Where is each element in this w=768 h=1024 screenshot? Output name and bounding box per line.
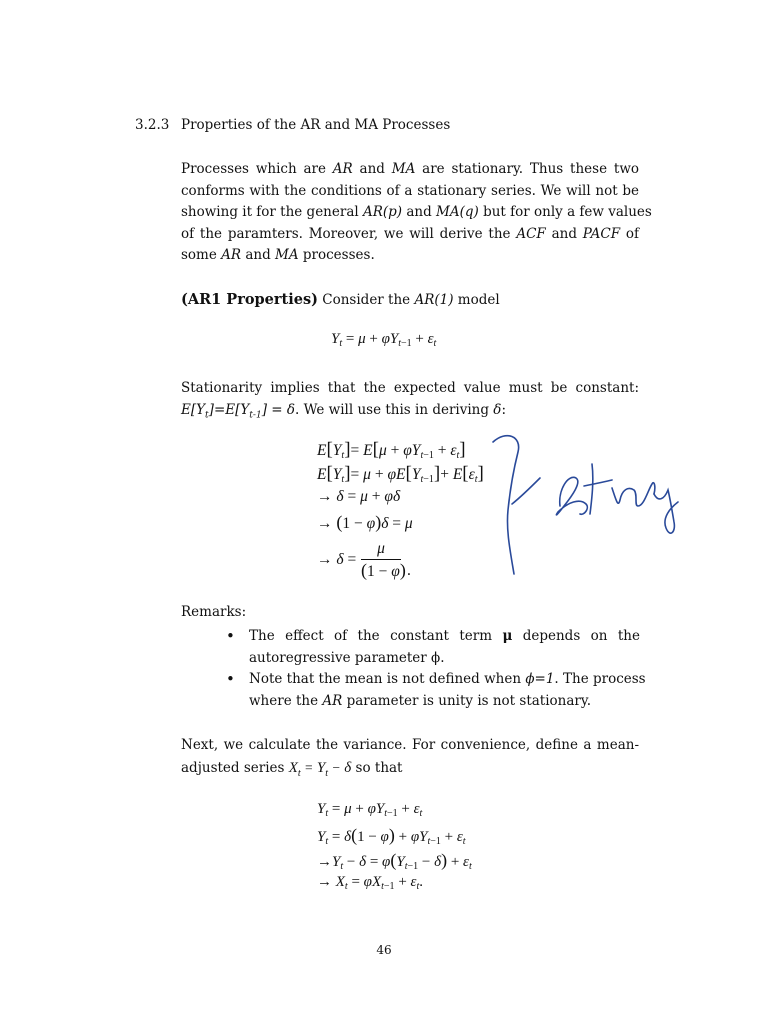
remarks-label: Remarks: [181, 604, 247, 620]
remark-1-line-2: autoregressive parameter ϕ. [249, 649, 445, 666]
ar1-paragraph: (AR1 Properties) Consider the AR(1) model [181, 291, 500, 308]
section-heading [135, 117, 450, 133]
intro-line-3: showing it for the general AR(p) and MA(q) but for only a few values [181, 204, 652, 221]
derivation-line-1: $E[Y_t]= E[\mu + \varphi Y_{t-1} + \varepsilon_t]$ [317, 439, 466, 461]
intro-line-5: some AR and MA processes. [181, 247, 375, 264]
stationarity-line-2: $E[Y_t]=E[Y_{t-1}] = \delta$. We will use this in deriving δ: [181, 401, 506, 421]
list-item [226, 626, 640, 669]
remark-2-line-2: where the AR parameter is unity is not stationary. [249, 692, 591, 709]
remark-2-line-1: • Note that the mean is not defined when ϕ=1. The process [249, 671, 646, 688]
remarks-list [226, 626, 646, 712]
ar1-model-equation: $Y_t = \mu + \varphi Y_{t-1} + \varepsilon_t$ [331, 331, 437, 349]
intro-line-2: conforms with the conditions of a stationary series. We will not be [181, 182, 639, 199]
list-item [226, 669, 646, 712]
intro-line-4: of the paramters. Moreover, we will derive the ACF and PACF of [181, 225, 640, 242]
section-title: Properties of the AR and MA Processes [181, 117, 451, 133]
intro-line-1: Processes which are AR and MA are stationary. Thus these two [181, 161, 639, 177]
stationarity-paragraph [181, 378, 639, 427]
variance-derivation-line-2: $Y_t = \delta(1 - \varphi) + \varphi Y_{t-1} + \varepsilon_t$ [317, 825, 466, 847]
derivation-line-3: → δ = μ + φδ [317, 488, 401, 505]
variance-derivation-line-4: → $X_t = \varphi X_{t-1} + \varepsilon_t$. [317, 874, 423, 892]
derivation-line-2: $E[Y_t]= \mu + \varphi E[Y_{t-1}]+ E[\varepsilon_t]$ [317, 463, 484, 485]
page-number: 46 [376, 943, 392, 957]
variance-line-2: adjusted series $X_t = Y_t - \delta$ so that [181, 759, 403, 779]
remark-1-line-1: • The effect of the constant term μ depends on the [249, 628, 640, 644]
intro-paragraph [181, 159, 652, 267]
derivation-line-4: → (1 − φ)δ = μ [317, 512, 413, 532]
stationarity-line-1: Stationarity implies that the expected value must be constant: [181, 380, 639, 396]
handwritten-signature [488, 428, 688, 578]
variance-line-1: Next, we calculate the variance. For convenience, define a mean- [181, 737, 639, 753]
variance-derivation-line-3: $\to Y_t - \delta = \varphi(Y_{t-1} - \delta) + \varepsilon_t$ [317, 850, 472, 872]
ar1-heading: (AR1 Properties) [181, 291, 318, 308]
variance-paragraph [181, 735, 639, 784]
variance-derivation-line-1: $Y_t = \mu + \varphi Y_{t-1} + \varepsilon_t$ [317, 801, 423, 819]
section-number: 3.2.3 [135, 117, 170, 133]
